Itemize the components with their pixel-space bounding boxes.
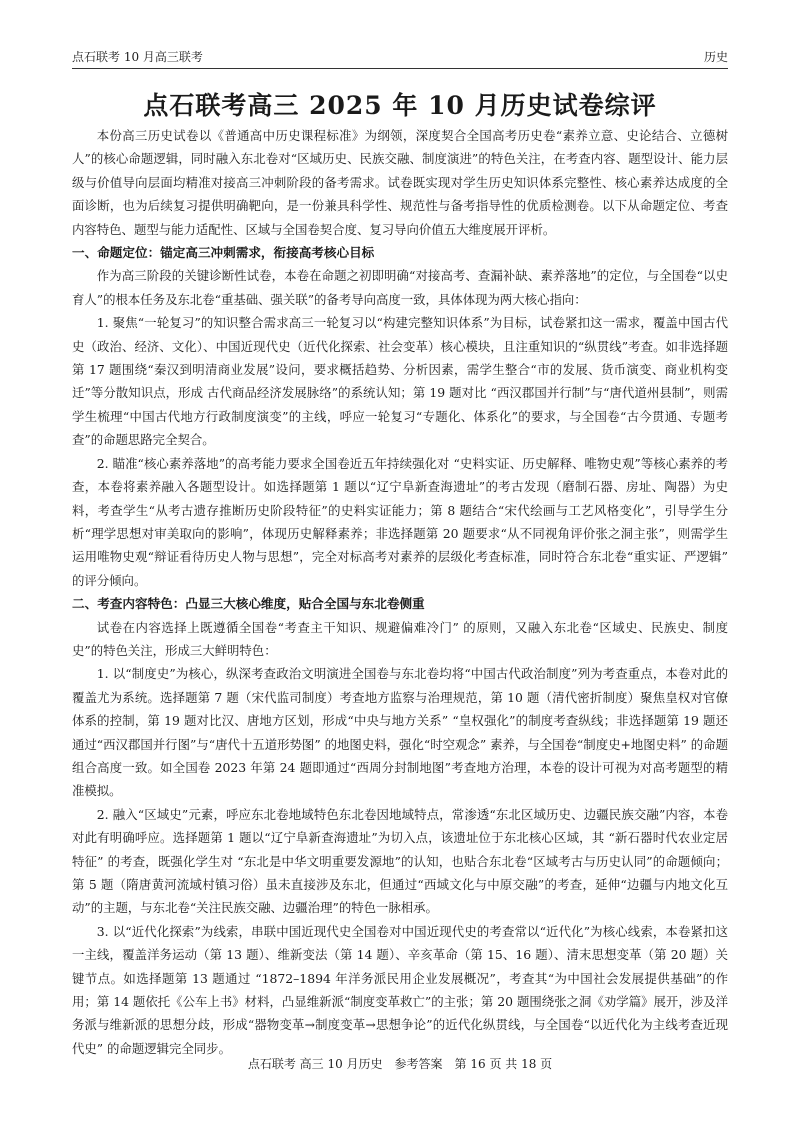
intro-paragraph: 本份高三历史试卷以《普通高中历史课程标准》为纲领，深度契合全国高考历史卷“素养立意、史论结合、立德树人”的核心命题逻辑，同时融入东北卷对“区域历史、民族交融、制度演进”的特色关注，在考查内容、题型设计、能力层级与价值导向层面均精准对接高三冲刺阶段的备考需求。试卷既实现对学生历史知识体系完整性、核心素养达成度的全面诊断，也为后续复习提供明确靶向，是一份兼具科学性、规范性与备考指导性的优质检测卷。以下从命题定位、考查内容特色、题型与能力适配性、区域与全国卷契合度、复习导向价值五大维度展开评析。 [72,128,728,237]
section-2-point-2: 2. 融入“区域史”元素，呼应东北卷地域特色东北卷因地域特点，常渗透“东北区域历史、边疆民族交融”内容，本卷对此有明确呼应。选择题第 1 题以“辽宁阜新查海遗址”为切入点，该遗址位于东北核心区域，其 “新石器时代农业定居特征” 的考查，既强化学生对 “东北是中华文明重要发源地”的认知，也贴合东北卷“区域考古与历史认同”的命题倾向；第 5 题（隋唐黄河流域村镇习俗）虽未直接涉及东北，但通过“西域文化与中原交融”的考查，延伸“边疆与内地文化互动”的主题，与东北卷“关注民族交融、边疆治理”的特色一脉相承。 [72,806,728,916]
page-footer: 点石联考 高三 10 月历史 参考答案 第 16 页 共 18 页 [247,1057,553,1071]
document-body [72,124,728,1060]
section-1-intro: 作为高三阶段的关键诊断性试卷，本卷在命题之初即明确“对接高考、查漏补缺、素养落地”的定位，与全国卷“以史育人”的根本任务及东北卷“重基础、强关联”的备考导向高度一致，具体体现为两大核心指向： [72,268,728,307]
page-title: 点石联考高三 2025 年 10 月历史试卷综评 [143,91,657,120]
section-2-intro: 试卷在内容选择上既遵循全国卷“考查主干知识、规避偏难冷门” 的原则，又融入东北卷“区域史、民族史、制度史”的特色关注，形成三大鲜明特色： [72,619,728,658]
section-2-point-3: 3. 以“近代化探索”为线索，串联中国近现代史全国卷对中国近现代史的考查常以“近代化”为核心线索，本卷紧扣这一主线，覆盖洋务运动（第 13 题）、维新变法（第 14 题）、辛亥革命（第 15、16 题）、清末思想变革（第 20 题）关键节点。如选择题第 13 题通过 “1872–1894 年洋务派民用企业发展概况”，考查其“为中国社会发展提供基础”的作用；第 14 题依托《公车上书》材料，凸显维新派“制度变革救亡”的主张；第 20 题围绕张之洞《劝学篇》展开，涉及洋务派与维新派的思想分歧，形成“器物变革→制度变革→思想争论”的近代化纵贯线，与全国卷“以近代化为主线考查近现代史” 的命题逻辑完全同步。 [72,923,728,1056]
section-heading-1: 一、命题定位：锚定高三冲刺需求，衔接高考核心目标 [72,245,375,261]
section-heading-2: 二、考查内容特色：凸显三大核心维度，贴合全国与东北卷侧重 [72,596,425,612]
section-1-point-2: 2. 瞄准“核心素养落地”的高考能力要求全国卷近五年持续强化对 “史料实证、历史解释、唯物史观”等核心素养的考查，本卷将素养融入各题型设计。如选择题第 1 题以“辽宁阜新查海遗址”的考古发现（磨制石器、房址、陶器）为史料，考查学生“从考古遗存推断历史阶段特征”的史料实证能力；第 8 题结合“宋代绘画与工艺风格变化”，引导学生分析“理学思想对审美取向的影响”，体现历史解释素养；非选择题第 20 题要求“从不同视角评价张之洞主张”，则需学生运用唯物史观“辩证看待历史人物与思想”，完全对标高考对素养的层级化考查标准，同时符合东北卷“重实证、严逻辑” 的评分倾向。 [72,455,728,588]
section-1-point-1: 1. 聚焦“一轮复习”的知识整合需求高三一轮复习以“构建完整知识体系”为目标，试卷紧扣这一需求，覆盖中国古代史（政治、经济、文化）、中国近现代史（近代化探索、社会变革）核心模块，且注重知识的“纵贯线”考查。如非选择题第 17 题围绕“秦汉到明清商业发展”设问，要求概括趋势、分析因素，需学生整合“市的发展、货币演变、商业机构变迁”等分散知识点，形成 古代商品经济发展脉络”的系统认知；第 19 题对比 “西汉郡国并行制”与“唐代道州县制”，则需学生梳理“中国古代地方行政制度演变”的主线，呼应一轮复习“专题化、体系化”的要求，与全国卷“古今贯通、专题考查”的命题思路完全契合。 [72,315,728,448]
header-subject: 历史 [703,50,728,64]
section-2-point-1: 1. 以“制度史”为核心，纵深考查政治文明演进全国卷与东北卷均将“中国古代政治制度”列为考查重点，本卷对此的覆盖尤为系统。选择题第 7 题（宋代监司制度）考查地方监察与治理规范，第 10 题（清代密折制度）聚焦皇权对官僚体系的控制，第 19 题对比汉、唐地方区划，形成“中央与地方关系” “皇权强化”的制度考查纵线；非选择题第 19 题还通过“西汉郡国并行图”与“唐代十五道形势图” 的地图史料，强化“时空观念” 素养，与全国卷“制度史+地图史料” 的命题组合高度一致。如全国卷 2023 年第 24 题即通过“西周分封制地图”考查地方治理，本卷的设计可视为对高考题型的精准模拟。 [72,666,728,799]
page-header [72,48,728,69]
header-exam-name: 点石联考 10 月高三联考 [72,50,203,64]
